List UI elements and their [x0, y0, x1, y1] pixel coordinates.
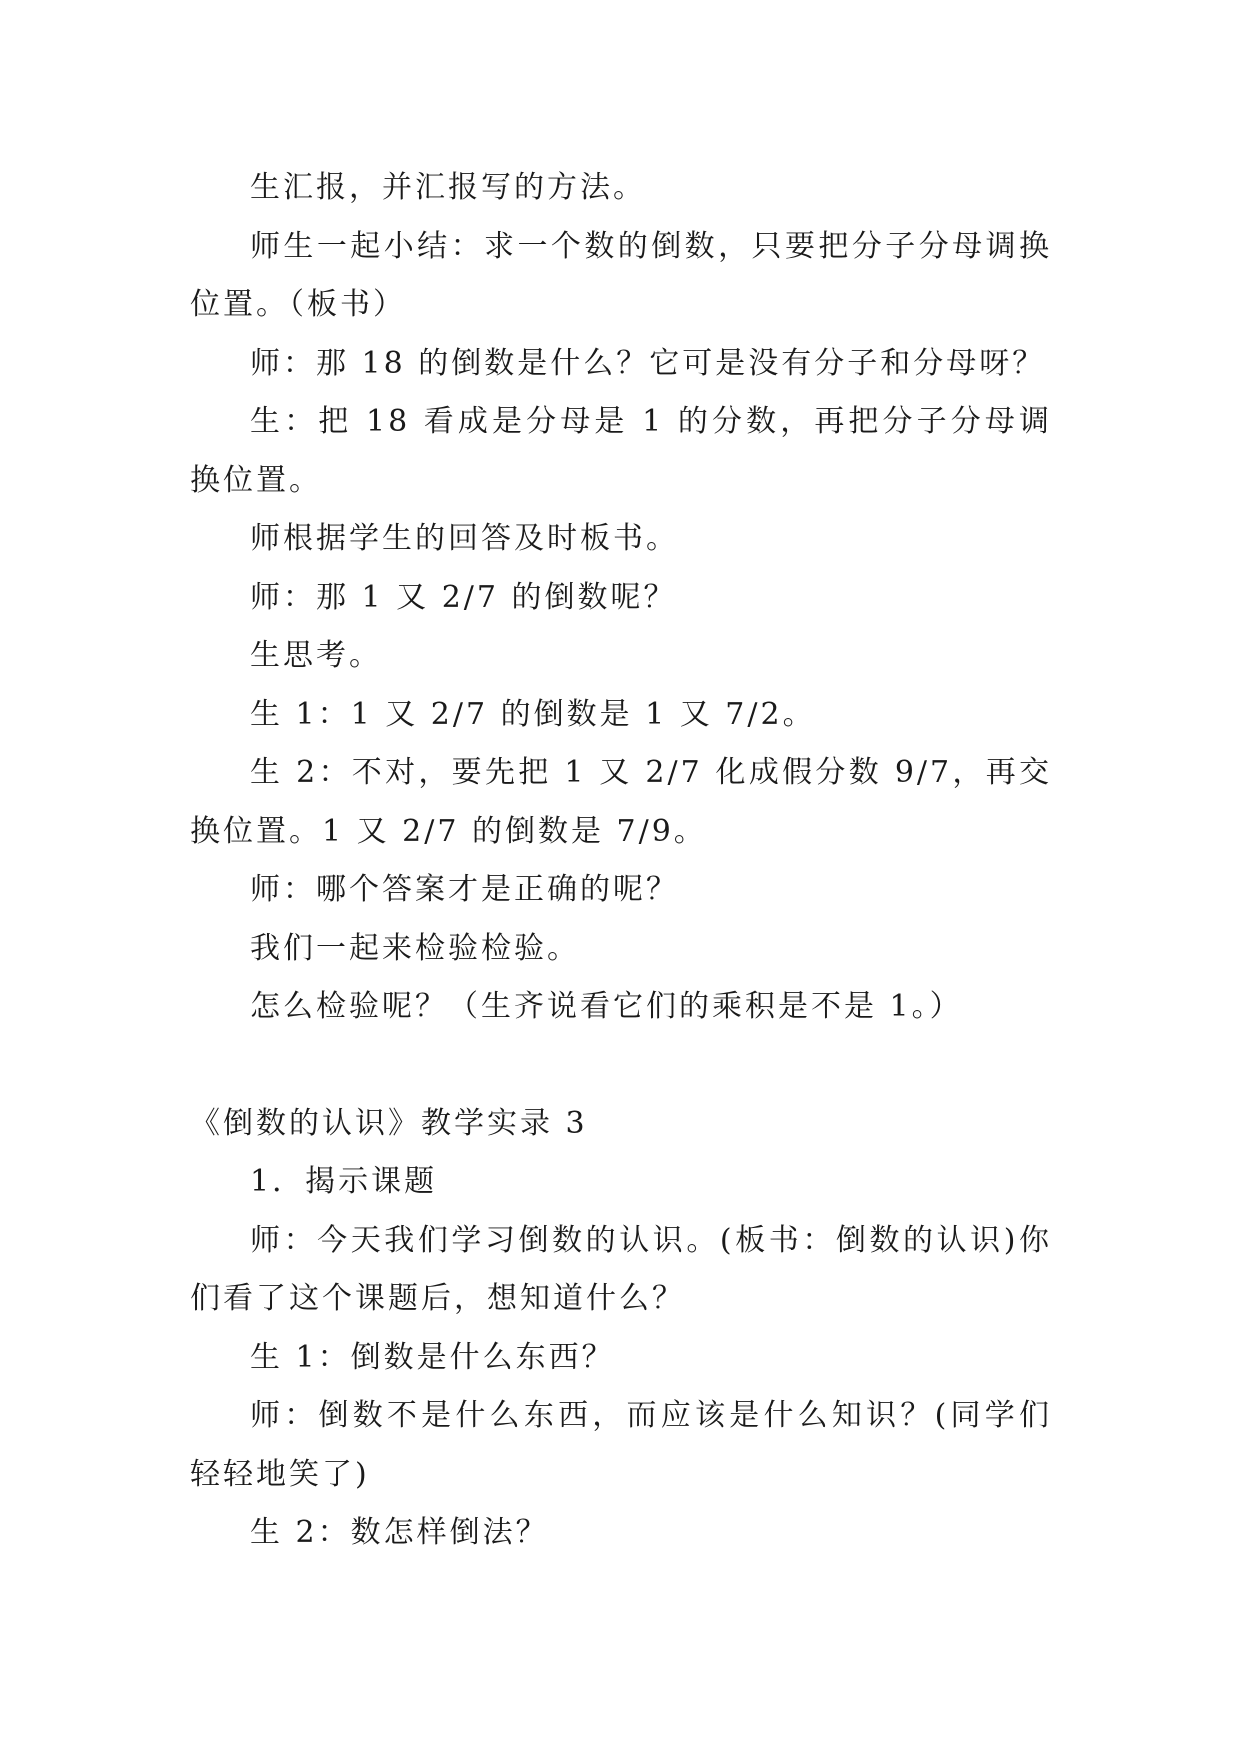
- paragraph: 生：把 18 看成是分母是 1 的分数，再把分子分母调换位置。: [190, 404, 1052, 498]
- paragraph: 师：倒数不是什么东西，而应该是什么知识？(同学们轻轻地笑了): [190, 1398, 1052, 1492]
- paragraph: 师：那 18 的倒数是什么？它可是没有分子和分母呀？: [250, 345, 1046, 381]
- section-gap: [190, 1037, 1052, 1095]
- paragraph: 我们一起来检验检验。: [250, 930, 580, 966]
- paragraph: 生 1：倒数是什么东西？: [250, 1339, 615, 1375]
- paragraph: 生思考。: [250, 638, 382, 673]
- paragraph: 生 2：数怎样倒法？: [250, 1515, 549, 1550]
- paragraph: 1．揭示课题: [250, 1164, 438, 1199]
- paragraph: 师：今天我们学习倒数的认识。(板书：倒数的认识)你们看了这个课题后，想知道什么？: [190, 1222, 1052, 1316]
- paragraph: 怎么检验呢？（生齐说看它们的乘积是不是 1。）: [250, 989, 963, 1024]
- paragraph: 生汇报，并汇报写的方法。: [250, 170, 646, 205]
- section-title: 《倒数的认识》教学实录 3: [190, 1105, 588, 1141]
- paragraph: 生 1：1 又 2/7 的倒数是 1 又 7/2。: [250, 696, 816, 732]
- paragraph: 师：哪个答案才是正确的呢？: [250, 872, 679, 907]
- paragraph: 生 2：不对，要先把 1 又 2/7 化成假分数 9/7，再交换位置。1 又 2/7 的倒数是 7/9。: [190, 755, 1052, 849]
- document-page: [190, 159, 1052, 1563]
- paragraph: 师：那 1 又 2/7 的倒数呢？: [250, 579, 677, 615]
- paragraph: 师生一起小结：求一个数的倒数，只要把分子分母调换位置。（板书）: [190, 228, 1052, 322]
- paragraph: 师根据学生的回答及时板书。: [250, 521, 679, 556]
